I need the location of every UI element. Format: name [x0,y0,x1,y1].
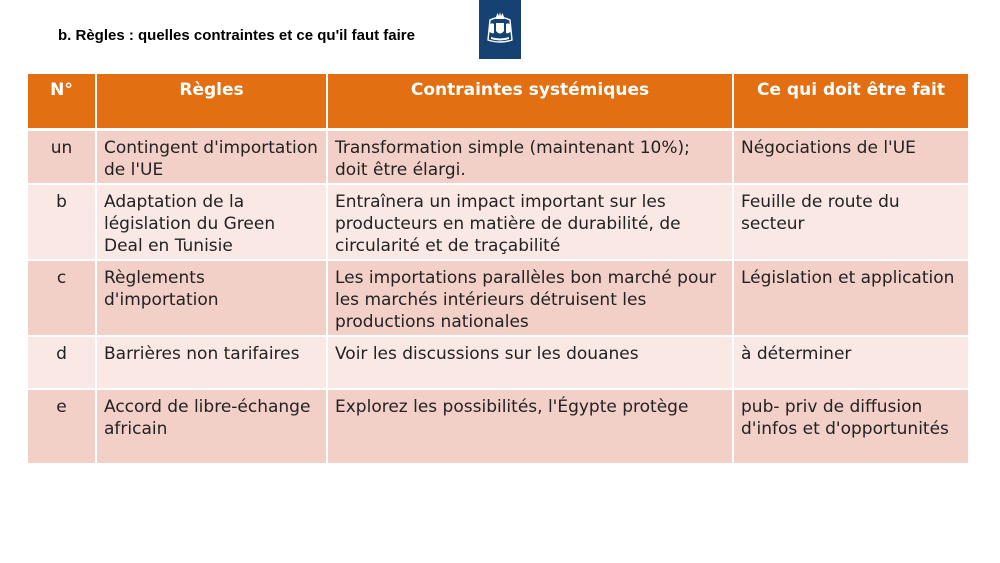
constraint-cell: Voir les discussions sur les douanes [327,336,733,389]
row-number: un [28,130,96,185]
header-constraints: Contraintes systémiques [327,74,733,130]
rules-table [28,74,968,465]
table-row [28,130,968,185]
government-logo [479,0,521,59]
constraint-cell: Explorez les possibilités, l'Égypte protège [327,389,733,464]
rule-cell: Contingent d'importation de l'UE [96,130,327,185]
table-row [28,260,968,336]
coat-of-arms-icon [479,0,521,59]
constraint-cell: Transformation simple (maintenant 10%); doit être élargi. [327,130,733,185]
rule-cell: Règlements d'importation [96,260,327,336]
rule-cell: Adaptation de la législation du Green Deal en Tunisie [96,184,327,260]
table-row [28,389,968,464]
header-actions: Ce qui doit être fait [733,74,968,130]
slide-title: b. Règles : quelles contraintes et ce qu'il faut faire [58,27,415,44]
table-row [28,336,968,389]
row-number: c [28,260,96,336]
table-row [28,184,968,260]
rule-cell: Barrières non tarifaires [96,336,327,389]
table-header-row [28,74,968,130]
row-number: d [28,336,96,389]
header-rules: Règles [96,74,327,130]
action-cell: Législation et application [733,260,968,336]
action-cell: à déterminer [733,336,968,389]
header-number: N° [28,74,96,130]
row-number: e [28,389,96,464]
rule-cell: Accord de libre-échange africain [96,389,327,464]
action-cell: Feuille de route du secteur [733,184,968,260]
constraint-cell: Entraînera un impact important sur les producteurs en matière de durabilité, de circularité et de traçabilité [327,184,733,260]
constraint-cell: Les importations parallèles bon marché pour les marchés intérieurs détruisent les productions nationales [327,260,733,336]
row-number: b [28,184,96,260]
action-cell: pub- priv de diffusion d'infos et d'opportunités [733,389,968,464]
action-cell: Négociations de l'UE [733,130,968,185]
